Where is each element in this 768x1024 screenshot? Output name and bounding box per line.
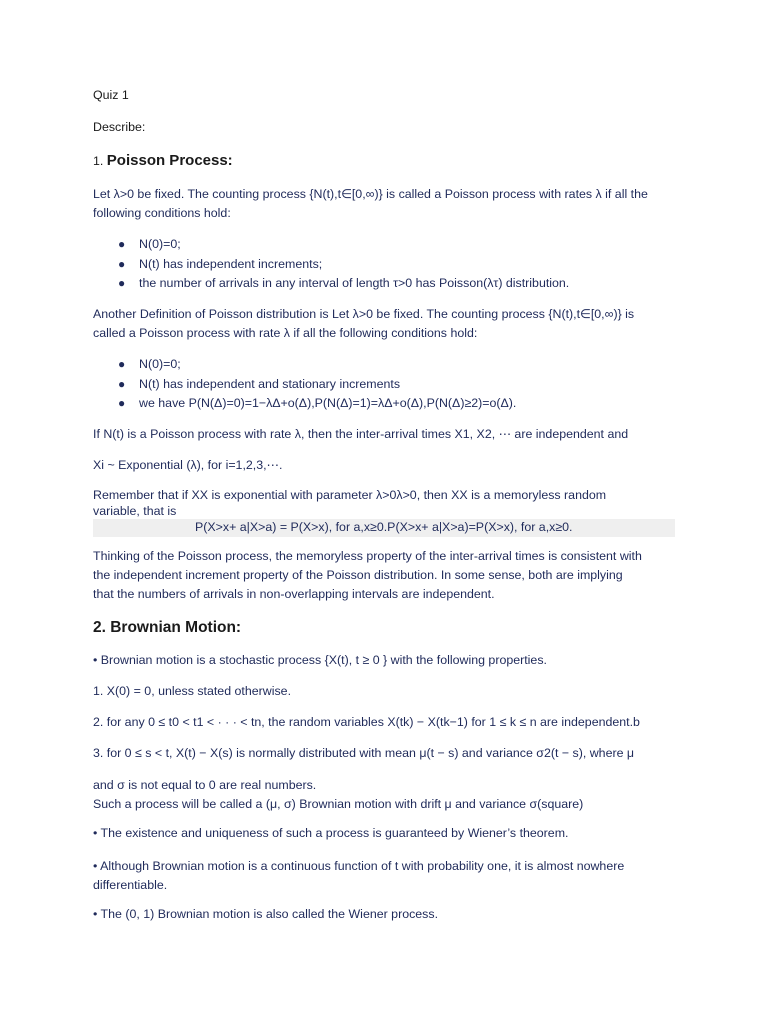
property-3-line2: and σ is not equal to 0 are real numbers. xyxy=(93,778,317,792)
thinking-line2: the independent increment property of the Poisson distribution. In some sense, both are implying xyxy=(93,568,623,582)
bullet-icon: ● xyxy=(118,237,126,251)
thinking-line3: that the numbers of arrivals in non-overlapping intervals are independent. xyxy=(93,587,495,601)
property-1: 1. X(0) = 0, unless stated otherwise. xyxy=(93,684,292,698)
thinking-paragraph xyxy=(93,547,642,604)
quiz-title: Quiz 1 xyxy=(93,88,129,102)
section1-title: Poisson Process: xyxy=(106,152,233,169)
continuous-line2: differentiable. xyxy=(93,878,168,892)
bullet-icon: ● xyxy=(118,396,126,410)
list-item: ● N(0)=0; xyxy=(93,355,516,375)
exponential-text: Xi ~ Exponential (λ), for i=1,2,3,⋯. xyxy=(93,458,283,472)
def2-line1: Another Definition of Poisson distribution is Let λ>0 be fixed. The counting process {N(t),t∈[0,∞)} is xyxy=(93,307,635,321)
existence-text: • The existence and uniqueness of such a process is guaranteed by Wiener’s theorem. xyxy=(93,826,569,840)
def1-line1: Let λ>0 be fixed. The counting process {N(t),t∈[0,∞)} is called a Poisson process with rates λ if all the xyxy=(93,187,648,201)
list-item: ● the number of arrivals in any interval of length τ>0 has Poisson(λτ) distribution. xyxy=(93,274,569,294)
continuity-paragraph xyxy=(93,857,624,895)
thinking-line1: Thinking of the Poisson process, the memoryless property of the inter-arrival times is consistent with xyxy=(93,549,642,563)
memoryless-intro xyxy=(93,487,606,519)
bullet-icon: ● xyxy=(118,276,126,290)
list-item: ● we have P(N(Δ)=0)=1−λΔ+o(Δ),P(N(Δ)=1)=λΔ+o(Δ),P(N(Δ)≥2)=o(Δ). xyxy=(93,394,516,414)
describe-label: Describe: xyxy=(93,120,146,134)
poisson-definition-1 xyxy=(93,185,648,223)
list-item: ● N(0)=0; xyxy=(93,235,569,255)
memoryless-formula: P(X>x+ a|X>a) = P(X>x), for a,x≥0.P(X>x+ a|X>a)=P(X>x), for a,x≥0. xyxy=(195,520,573,534)
property-2: 2. for any 0 ≤ t0 < t1 < · · · < tn, the random variables X(tk) − X(tk−1) for 1 ≤ k ≤ n are independent.b xyxy=(93,715,640,729)
property-3-line1: 3. for 0 ≤ s < t, X(t) − X(s) is normally distributed with mean μ(t − s) and variance σ2(t − s), where μ xyxy=(93,746,635,760)
conditions-list-1 xyxy=(93,235,569,294)
section1-number: 1. xyxy=(93,154,104,168)
drift-text: Such a process will be called a (μ, σ) Brownian motion with drift μ and variance σ(square) xyxy=(93,796,584,811)
brownian-intro: • Brownian motion is a stochastic process {X(t), t ≥ 0 } with the following properties. xyxy=(93,653,547,667)
bullet-icon: ● xyxy=(118,357,126,371)
remember-line1: Remember that if XX is exponential with parameter λ>0λ>0, then XX is a memoryless random xyxy=(93,488,607,502)
bullet-icon: ● xyxy=(118,256,126,271)
poisson-definition-2 xyxy=(93,305,634,343)
conditions-list-2 xyxy=(93,355,516,414)
section2-heading: 2. Brownian Motion: xyxy=(93,619,242,636)
list-item: ● N(t) has independent and stationary increments xyxy=(93,375,516,395)
continuous-line1: • Although Brownian motion is a continuous function of t with probability one, it is almost nowhere xyxy=(93,859,625,873)
section1-heading xyxy=(93,152,233,169)
bullet-icon: ● xyxy=(118,376,126,391)
wiener-text: • The (0, 1) Brownian motion is also called the Wiener process. xyxy=(93,907,439,921)
remember-line2: variable, that is xyxy=(93,504,177,518)
list-item: ● N(t) has independent increments; xyxy=(93,255,569,275)
interarrival-text: If N(t) is a Poisson process with rate λ, then the inter-arrival times X1, X2, ⋯ are independent and xyxy=(93,427,629,441)
def2-line2: called a Poisson process with rate λ if all the following conditions hold: xyxy=(93,326,478,340)
def1-line2: following conditions hold: xyxy=(93,206,231,220)
property-3-continued xyxy=(93,776,583,813)
